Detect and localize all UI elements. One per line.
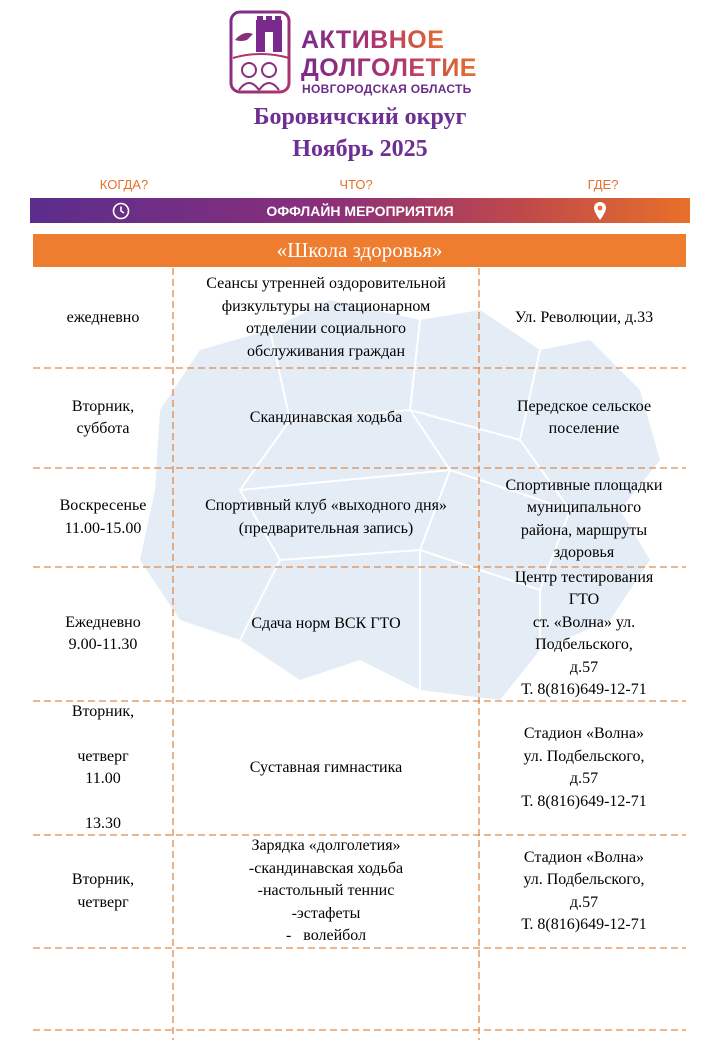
row-1-where: [484, 268, 684, 368]
what-text: Скандинавская ходьба: [249, 408, 403, 426]
row-2-where: [484, 368, 684, 468]
what-line: Спортивный клуб «выходного дня»: [205, 497, 447, 514]
when-line: 11.00-15.00: [64, 519, 142, 537]
logo-region: НОВГОРОДСКАЯ ОБЛАСТЬ: [302, 82, 472, 96]
row-3-where: [484, 470, 684, 569]
when-line: четверг: [77, 893, 129, 911]
where-line: ул. Подбельского,: [523, 747, 645, 765]
column-header-when: КОГДА?: [99, 177, 149, 192]
where-line: д.57: [569, 770, 599, 787]
what-line: - волейбол: [285, 927, 367, 945]
where-line: района, маршруты: [520, 521, 648, 539]
where-line: здоровья: [553, 544, 615, 561]
row-3-what: [176, 468, 476, 567]
where-line: ГТО: [568, 591, 600, 608]
offline-events-banner: [30, 198, 690, 223]
what-line: физкультуры на стационарном: [221, 297, 431, 315]
when-line: суббота: [76, 420, 130, 437]
when-line: Вторник,: [71, 703, 135, 720]
when-line: Воскресенье: [59, 497, 147, 514]
phone-number: Т. 8(816)649-12-71: [521, 681, 647, 698]
where-line: Передское сельское: [516, 397, 652, 415]
what-line: Зарядка «долголетия»: [251, 837, 401, 855]
location-pin-icon: [593, 201, 607, 221]
logo: [229, 10, 499, 100]
where-line: Центр тестирования: [514, 568, 654, 586]
where-line: Стадион «Волна»: [523, 848, 645, 866]
what-text: Сдача норм ВСК ГТО: [251, 614, 401, 632]
where-line: ул. Подбельского,: [523, 871, 645, 888]
where-line: д.57: [569, 893, 599, 911]
when-text: ежедневно: [66, 308, 140, 326]
where-line: ст. «Волна» ул.: [532, 613, 636, 631]
when-line: 9.00-11.30: [68, 636, 138, 653]
row-4-when: [35, 567, 171, 701]
where-line: Подбельского,: [535, 636, 633, 653]
when-line: Вторник,: [71, 871, 135, 888]
when-line: 11.00: [85, 770, 121, 787]
row-6-where: [484, 835, 684, 948]
page-title: Боровичский округ: [253, 104, 467, 130]
where-line: муниципального: [526, 499, 642, 516]
logo-title-line2: ДОЛГОЛЕТИЕ: [301, 54, 477, 82]
where-line: поселение: [548, 420, 620, 437]
phone-number: Т. 8(816)649-12-71: [521, 916, 647, 933]
when-line: Ежедневно: [65, 613, 141, 631]
row-6-what: [176, 835, 476, 948]
what-line: обслуживания граждан: [246, 342, 406, 360]
where-text: Ул. Революции, д.33: [514, 308, 654, 326]
when-line: Вторник,: [71, 397, 135, 415]
logo-title-line1: АКТИВНОЕ: [301, 26, 445, 54]
where-line: Стадион «Волна»: [523, 725, 645, 742]
row-1-what: [176, 266, 476, 370]
page-subtitle: Ноябрь 2025: [292, 136, 428, 162]
what-line: отделении социального: [245, 320, 407, 337]
row-5-where: [484, 701, 684, 835]
where-line: д.57: [569, 658, 599, 676]
what-text: Суставная гимнастика: [249, 758, 403, 776]
where-line: Спортивные площадки: [505, 476, 663, 494]
row-3-when: [35, 468, 171, 567]
what-line: -скандинавская ходьба: [248, 859, 404, 877]
row-5-what: [176, 701, 476, 835]
logo-emblem-icon: [229, 10, 293, 96]
banner-label: ОФФЛАЙН МЕРОПРИЯТИЯ: [266, 203, 454, 219]
row-5-when: [35, 701, 171, 835]
what-line: Сеансы утренней оздоровительной: [206, 275, 446, 292]
row-2-when: [35, 368, 171, 468]
row-6-when: [35, 835, 171, 948]
when-line: 13.30: [84, 814, 121, 832]
what-line: (предварительная запись): [238, 519, 414, 537]
when-line: четверг: [77, 747, 129, 765]
what-line: -настольный теннис: [257, 882, 395, 900]
section-title: «Школа здоровья»: [33, 234, 686, 267]
row-4-where: [484, 567, 684, 701]
what-line: -эстафеты: [291, 904, 361, 922]
row-1-when: [35, 268, 171, 368]
phone-number: Т. 8(816)649-12-71: [521, 792, 647, 810]
column-header-where: ГДЕ?: [587, 177, 619, 192]
column-header-what: ЧТО?: [339, 177, 373, 192]
row-2-what: [176, 368, 476, 468]
row-4-what: [176, 557, 476, 691]
